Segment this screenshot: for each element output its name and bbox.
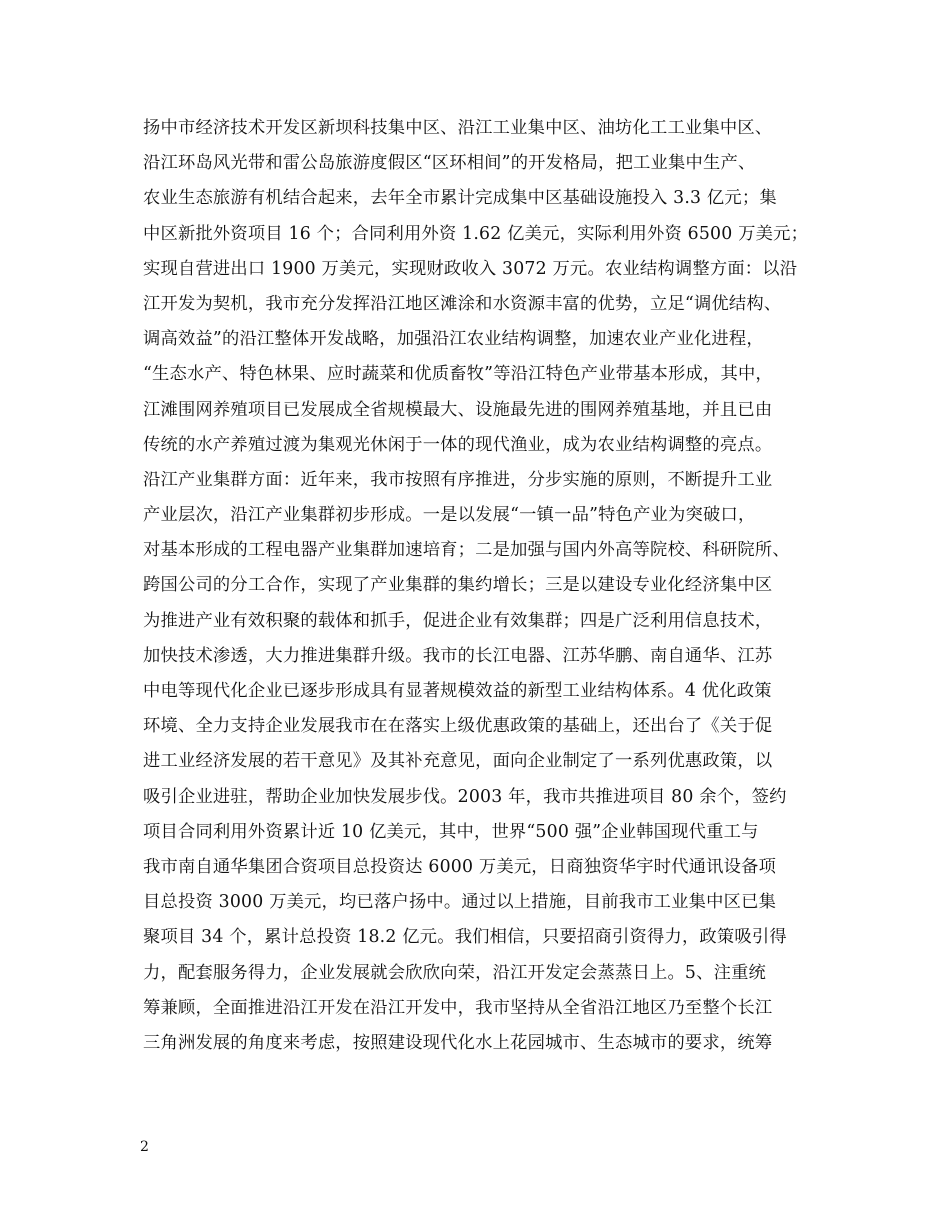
text-line: 扬中市经济技术开发区新坝科技集中区、沿江工业集中区、油坊化工工业集中区、 bbox=[143, 118, 773, 138]
body-text bbox=[143, 111, 833, 1061]
text-line: 进工业经济发展的若干意见》及其补充意见，面向企业制定了一系列优惠政策，以 bbox=[143, 751, 773, 772]
text-line: 产业层次，沿江产业集群初步形成。一是以发展“一镇一品”特色产业为突破口， bbox=[143, 505, 756, 526]
text-line: 江开发为契机，我市充分发挥沿江地区滩涂和水资源丰富的优势，立足“调优结构、 bbox=[143, 293, 782, 314]
text-line: 传统的水产养殖过渡为集观光休闲于一体的现代渔业，成为农业结构调整的亮点。 bbox=[143, 434, 773, 455]
text-line: 实现自营进出口 1900 万美元，实现财政收入 3072 万元。农业结构调整方面：以沿 bbox=[143, 258, 798, 279]
text-line: 对基本形成的工程电器产业集群加速培育；二是加强与国内外高等院校、科研院所、 bbox=[143, 540, 790, 561]
text-line: 吸引企业进驻，帮助企业加快发展步伐。2003 年，我市共推进项目 80 余个，签约 bbox=[143, 786, 787, 807]
text-line: 沿江环岛风光带和雷公岛旅游度假区“区环相间”的开发格局，把工业集中生产、 bbox=[143, 153, 756, 174]
text-line: 为推进产业有效积聚的载体和抓手，促进企业有效集群；四是广泛利用信息技术， bbox=[143, 610, 773, 631]
text-line: 农业生态旅游有机结合起来，去年全市累计完成集中区基础设施投入 3.3 亿元；集 bbox=[143, 188, 777, 209]
text-line: 调高效益”的沿江整体开发战略，加强沿江农业结构调整，加速农业产业化进程， bbox=[143, 329, 764, 350]
page-number: 2 bbox=[140, 1139, 149, 1155]
text-line: 沿江产业集群方面：近年来，我市按照有序推进，分步实施的原则，不断提升工业 bbox=[143, 469, 773, 490]
text-line: “生态水产、特色林果、应时蔬菜和优质畜牧”等沿江特色产业带基本形成，其中， bbox=[143, 364, 773, 385]
text-line: 目总投资 3000 万美元，均已落户扬中。通过以上措施，目前我市工业集中区已集 bbox=[143, 892, 777, 913]
text-line: 筹兼顾，全面推进沿江开发在沿江开发中，我市坚持从全省沿江地区乃至整个长江 bbox=[143, 997, 773, 1018]
text-line: 跨国公司的分工合作，实现了产业集群的集约增长；三是以建设专业化经济集中区 bbox=[143, 575, 773, 596]
text-line: 中电等现代化企业已逐步形成具有显著规模效益的新型工业结构体系。4 优化政策 bbox=[143, 681, 772, 701]
text-line: 中区新批外资项目 16 个；合同利用外资 1.62 亿美元，实际利用外资 6500 万美元； bbox=[143, 223, 809, 244]
text-line: 我市南自通华集团合资项目总投资达 6000 万美元，日商独资华宇时代通讯设备项 bbox=[143, 856, 777, 877]
text-line: 项目合同利用外资累计近 10 亿美元，其中，世界“500 强”企业韩国现代重工与 bbox=[143, 821, 759, 842]
text-line: 加快技术渗透，大力推进集群升级。我市的长江电器、江苏华鹏、南自通华、江苏 bbox=[143, 645, 773, 666]
text-line: 聚项目 34 个，累计总投资 18.2 亿元。我们相信，只要招商引资得力，政策吸引得 bbox=[143, 927, 787, 948]
text-line: 力，配套服务得力，企业发展就会欣欣向荣，沿江开发定会蒸蒸日上。5、注重统 bbox=[143, 962, 767, 983]
text-line: 环境、全力支持企业发展我市在在落实上级优惠政策的基础上，还出台了《关于促 bbox=[143, 716, 773, 737]
text-line: 三角洲发展的角度来考虑，按照建设现代化水上花园城市、生态城市的要求，统筹 bbox=[143, 1032, 773, 1053]
text-line: 江滩围网养殖项目已发展成全省规模最大、设施最先进的围网养殖基地，并且已由 bbox=[143, 399, 773, 420]
